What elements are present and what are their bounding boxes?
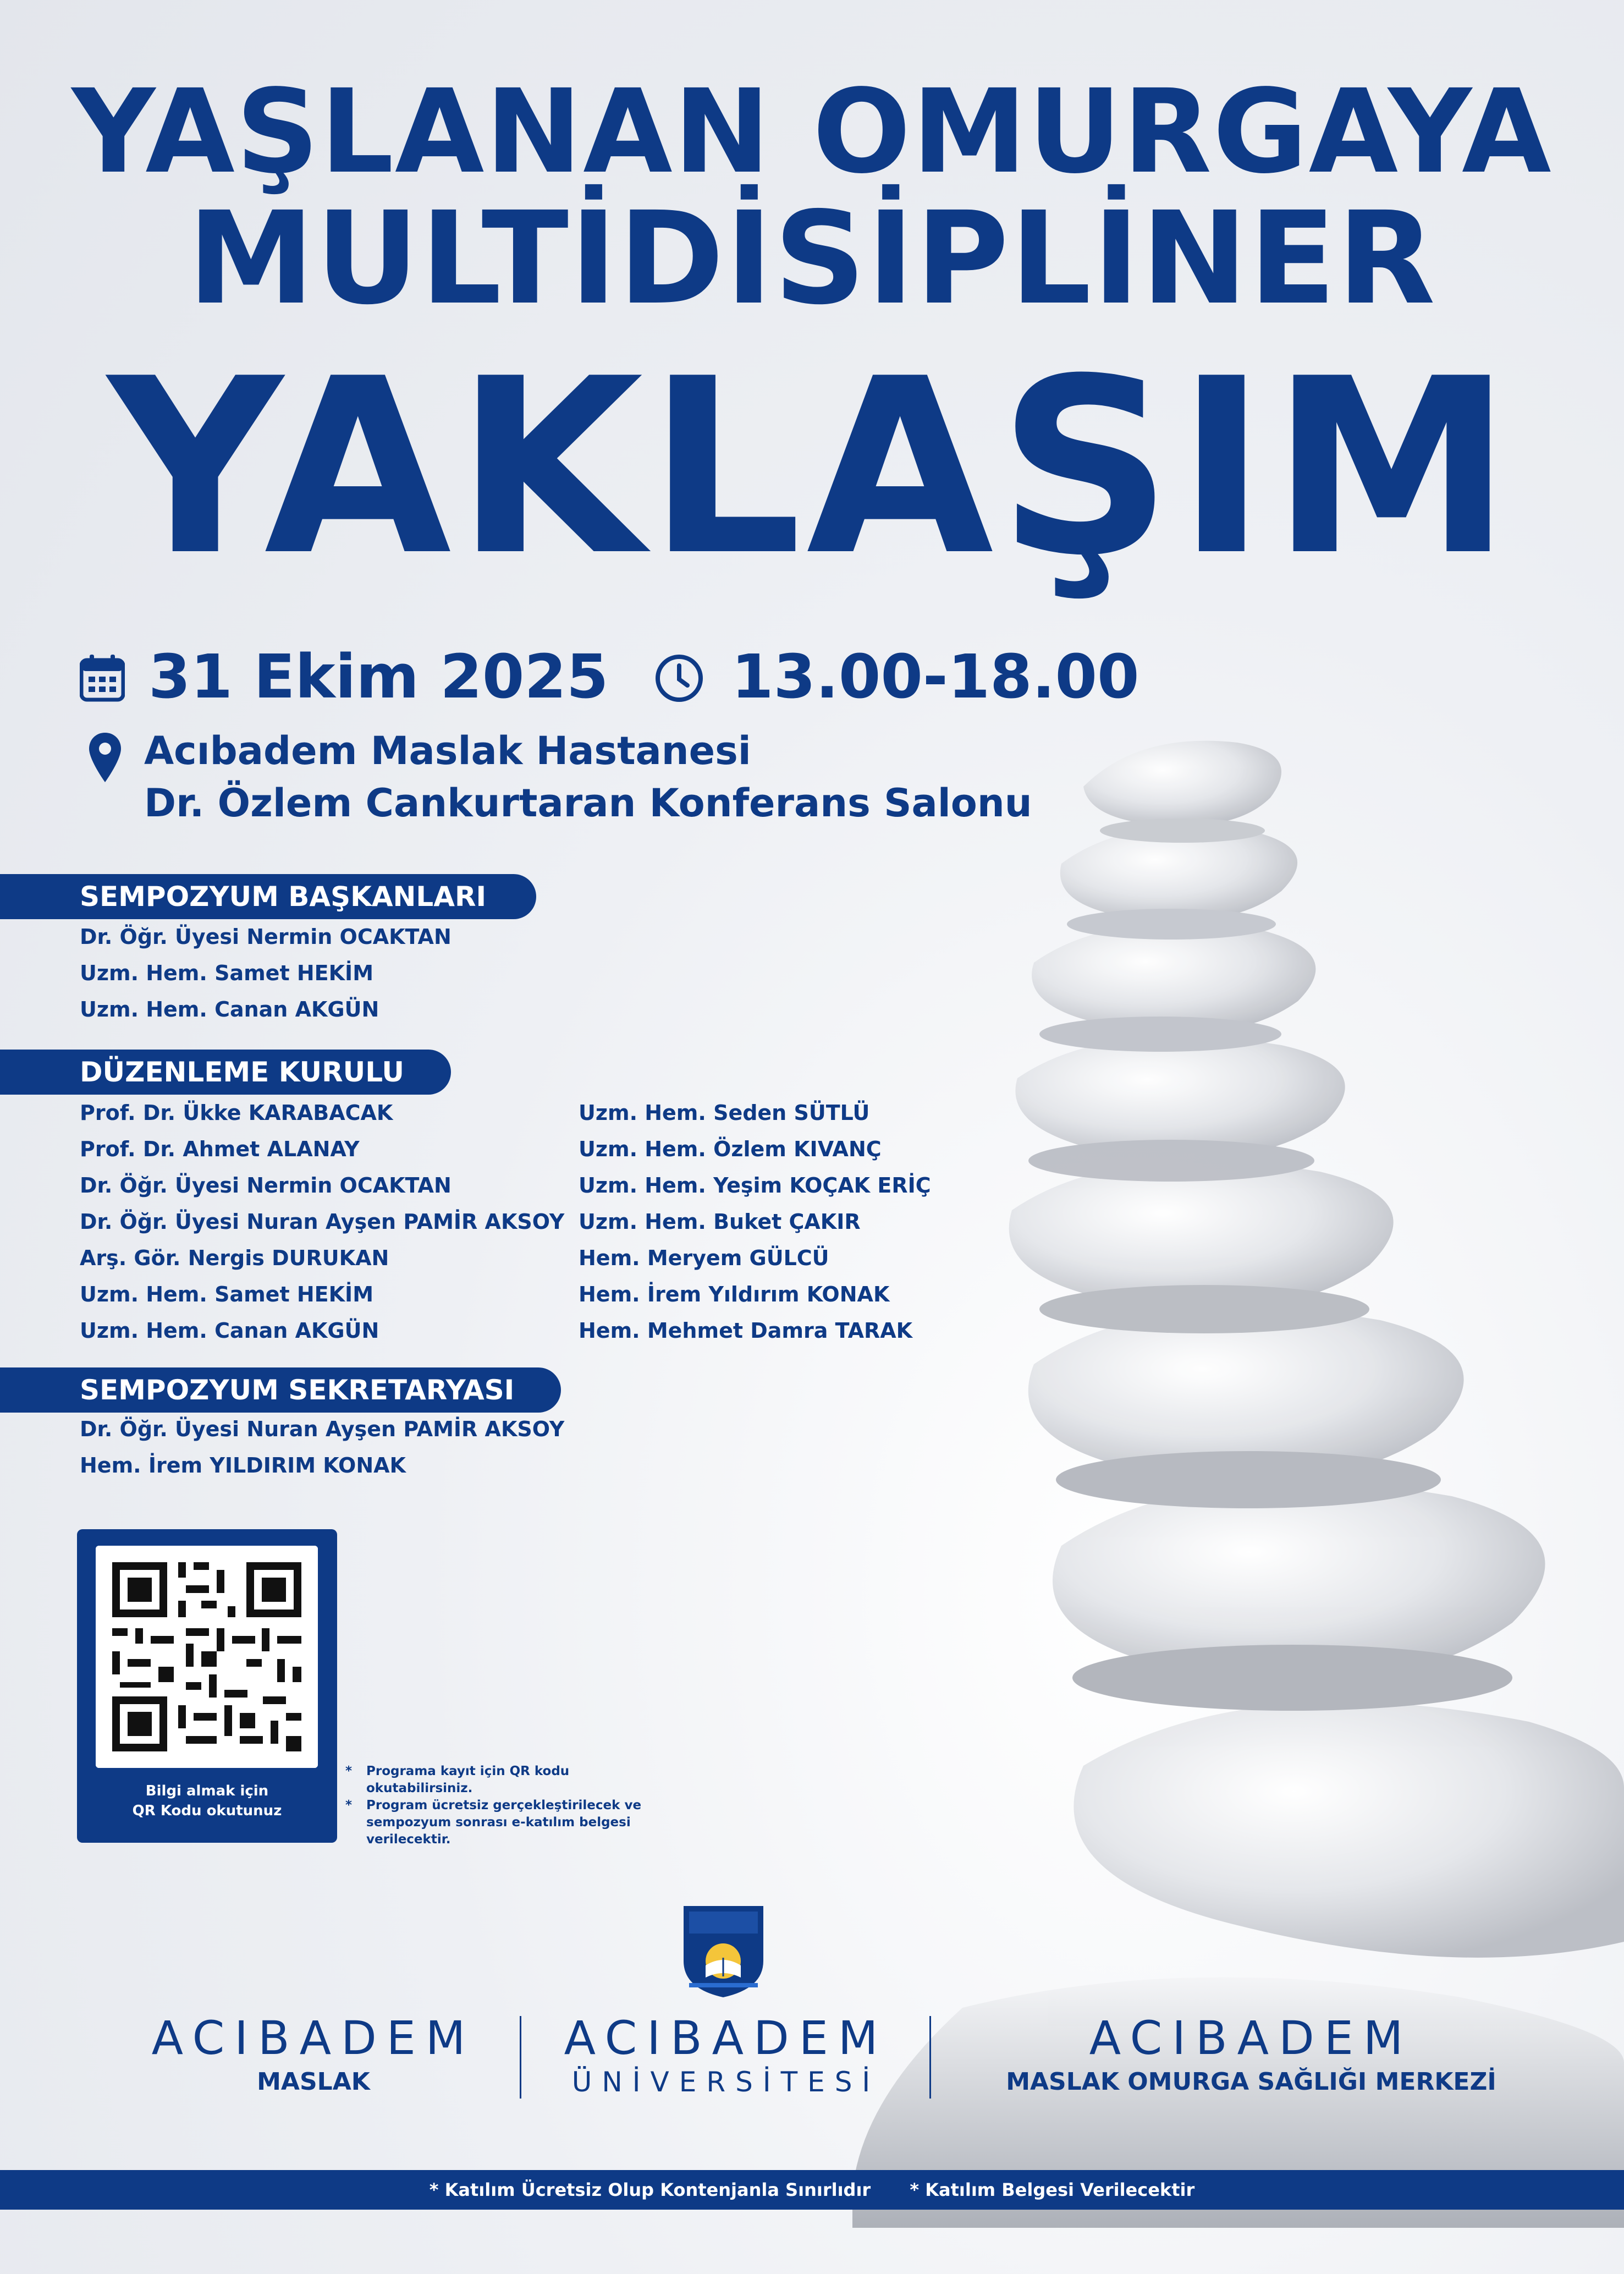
list-item: Uzm. Hem. Buket ÇAKIR (579, 1210, 861, 1234)
list-item: Uzm. Hem. Seden SÜTLÜ (579, 1101, 870, 1125)
list-item: Dr. Öğr. Üyesi Nuran Ayşen PAMİR AKSOY (80, 1417, 565, 1441)
list-item: Hem. İrem Yıldırım KONAK (579, 1282, 890, 1306)
committee-list-left (80, 1095, 564, 1349)
footer-note-1: * Katılım Ücretsiz Olup Kontenjanla Sınırlıdır (429, 2179, 871, 2200)
logo-brand: ACIBADEM (564, 2011, 888, 2065)
logo-sub: MASLAK (257, 2068, 370, 2096)
event-time: 13.00-18.00 (731, 641, 1139, 712)
list-item: Uzm. Hem. Samet HEKİM (80, 1282, 374, 1306)
event-date: 31 Ekim 2025 (148, 641, 609, 712)
list-item: Prof. Dr. Ahmet ALANAY (80, 1137, 360, 1161)
note-text: Programa kayıt için QR kodu okutabilirsiniz. (366, 1764, 570, 1795)
title-line-2: MULTİDİSİPLİNER (187, 184, 1437, 333)
note-item: * Programa kayıt için QR kodu okutabilirsiniz. (345, 1764, 570, 1795)
title-line-3: YAKLAŞIM (107, 327, 1517, 608)
qr-caption-line-2: QR Kodu okutunuz (132, 1803, 282, 1819)
section-heading-committee: DÜZENLEME KURULU (0, 1050, 451, 1095)
list-item: Dr. Öğr. Üyesi Nermin OCAKTAN (80, 1173, 452, 1198)
list-item: Hem. Mehmet Damra TARAK (579, 1319, 913, 1343)
venue-hospital: Acıbadem Maslak Hastanesi (144, 728, 751, 773)
list-item: Arş. Gör. Nergis DURUKAN (80, 1246, 389, 1270)
list-item: Uzm. Hem. Samet HEKİM (80, 961, 374, 985)
committee-list-right (579, 1095, 931, 1349)
section-heading-chairs: SEMPOZYUM BAŞKANLARI (0, 874, 536, 919)
acibadem-university-crest-icon (678, 1901, 769, 2000)
logo-divider (520, 2016, 521, 2099)
logo-acibadem-spine-center (962, 2011, 1540, 2099)
chairs-list (80, 919, 452, 1028)
qr-caption (77, 1781, 337, 1821)
logo-sub: MASLAK OMURGA SAĞLIĞI MERKEZİ (1006, 2068, 1496, 2096)
list-item: Dr. Öğr. Üyesi Nermin OCAKTAN (80, 925, 452, 949)
venue-hall: Dr. Özlem Cankurtaran Konferans Salonu (144, 781, 1032, 826)
list-item: Uzm. Hem. Canan AKGÜN (80, 1319, 379, 1343)
qr-caption-line-1: Bilgi almak için (145, 1783, 269, 1799)
spine-illustration-icon (852, 633, 1624, 2228)
note-text: Program ücretsiz gerçekleştirilecek ve sempozyum sonrası e-katılım belgesi verilecektir. (366, 1798, 642, 1847)
logo-brand: ACIBADEM (1089, 2011, 1413, 2065)
note-item: * Program ücretsiz gerçekleştirilecek ve sempozyum sonrası e-katılım belgesi verilecektir. (345, 1798, 642, 1847)
logo-acibadem-university (555, 2011, 896, 2099)
logo-brand: ACIBADEM (151, 2011, 476, 2065)
clock-icon (654, 653, 704, 703)
footer-note-2: * Katılım Belgesi Verilecektir (910, 2179, 1195, 2200)
logo-acibadem-maslak (148, 2011, 478, 2099)
secretariat-list (80, 1411, 564, 1484)
list-item: Dr. Öğr. Üyesi Nuran Ayşen PAMİR AKSOY (80, 1210, 565, 1234)
logo-sub: ÜNİVERSİTESİ (571, 2066, 880, 2098)
qr-card (77, 1529, 337, 1843)
location-pin-icon (88, 732, 122, 784)
list-item: Uzm. Hem. Özlem KIVANÇ (579, 1137, 882, 1161)
calendar-icon (80, 653, 125, 702)
list-item: Hem. İrem YILDIRIM KONAK (80, 1453, 406, 1477)
qr-code-icon[interactable] (96, 1546, 318, 1768)
title-line-1: YAŞLANAN OMURGAYA (71, 64, 1553, 199)
registration-notes (345, 1763, 653, 1848)
list-item: Uzm. Hem. Yeşim KOÇAK ERİÇ (579, 1173, 931, 1198)
list-item: Prof. Dr. Ükke KARABACAK (80, 1101, 393, 1125)
list-item: Uzm. Hem. Canan AKGÜN (80, 997, 379, 1021)
section-heading-secretariat: SEMPOZYUM SEKRETARYASI (0, 1367, 561, 1413)
logo-divider (929, 2016, 931, 2099)
footer-band (0, 2170, 1624, 2210)
list-item: Hem. Meryem GÜLCÜ (579, 1246, 829, 1270)
